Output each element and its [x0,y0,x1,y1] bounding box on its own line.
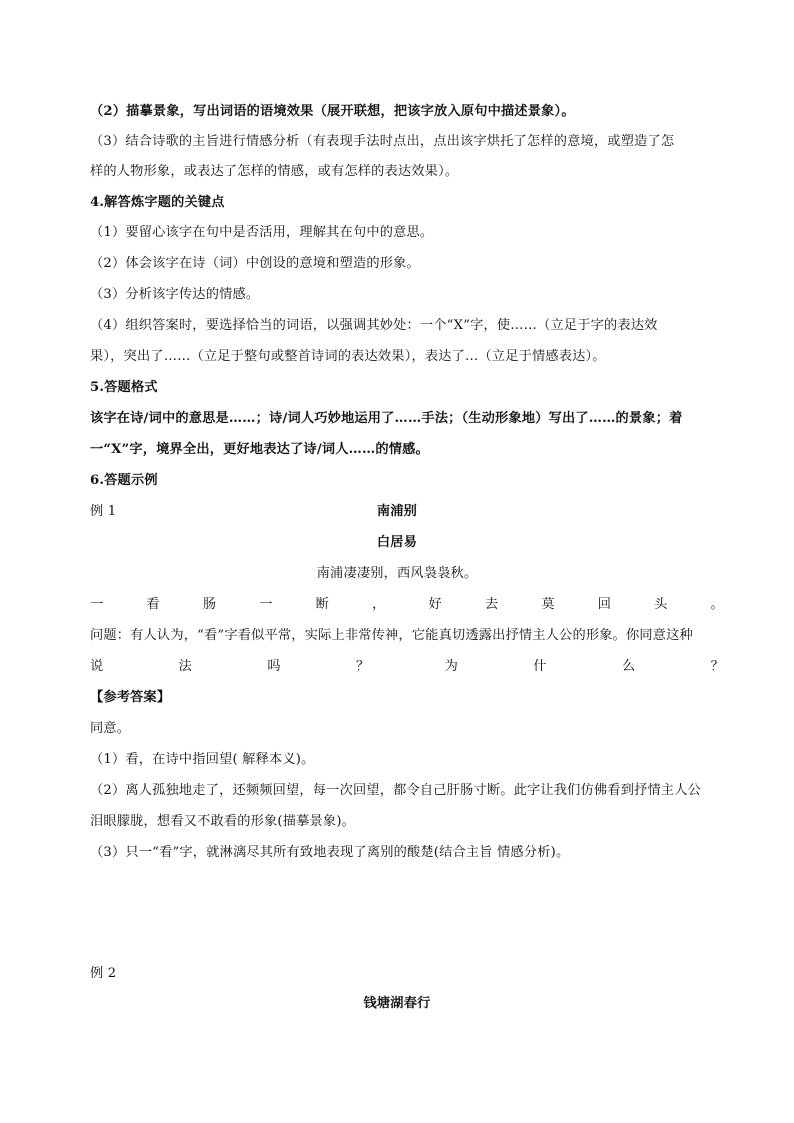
method-step-2 [90,103,724,121]
section-heading-text: 5.答题格式 [90,380,158,395]
example-1-title [0,503,794,521]
answer-format-line1 [90,410,724,428]
method-step-3-line1 [90,133,724,151]
answer-heading [90,689,724,707]
section-6-heading [90,472,724,490]
answer-format-continuation: 一“X”字，境界全出，更好地表达了诗/词人……的情感。 [90,442,429,457]
method-step-2-text: （2）描摹景象，写出词语的语境效果（展开联想，把该字放入原句中描述景象）。 [90,104,575,119]
answer-text: （2）离人孤独地走了，还频频回望，每一次回望，都令自己肝肠寸断。此字让我们仿佛看到抒情主人公 [90,783,702,798]
example-label-text: 例 1 [90,504,117,519]
section-heading-text: 4.解答炼字题的关键点 [90,195,225,210]
key-point-3 [90,286,724,304]
answer-line-5 [90,844,724,862]
answer-line-1 [90,720,724,738]
method-step-3-line2 [90,163,724,181]
example-2-title [0,995,794,1013]
example-label-text: 例 2 [90,966,117,981]
answer-heading-text: 【参考答案】 [90,690,171,705]
key-point-text: （4）组织答案时，要选择恰当的词语，以强调其妙处：一个“X”字，使……（立足于字的表达效 [90,318,658,333]
section-heading-text: 6.答题示例 [90,473,158,488]
answer-text: （1）看，在诗中指回望( 解释本义)。 [90,752,315,767]
method-step-3-continuation: 样的人物形象，或表达了怎样的情感，或有怎样的表达效果）。 [90,164,459,179]
question-text: 问题：有人认为，“看”字看似平常，实际上非常传神，它能真切透露出抒情主人公的形象。你同意这种 [90,628,693,643]
key-point-text: （2）体会该字在诗（词）中创设的意境和塑造的形象。 [90,256,420,271]
method-step-3-text: （3）结合诗歌的主旨进行情感分析（有表现手法时点出，点出该字烘托了怎样的意境，或塑造了怎 [90,134,675,149]
answer-text: 同意。 [90,721,131,736]
example-1-question-line2: 说法吗？为什么？ [90,659,724,674]
key-point-1 [90,224,724,242]
example-1-question-line1 [90,627,724,645]
answer-line-3 [90,782,724,800]
poem-title: 南浦别 [376,504,418,519]
example-2-label [90,965,724,983]
key-point-continuation: 果），突出了……（立足于整句或整首诗词的表达效果），表达了…（立足于情感表达）。 [90,349,606,364]
example-1-poem-line1 [0,565,794,583]
answer-format-line2 [90,441,724,459]
poem-title: 钱塘湖春行 [363,996,431,1011]
answer-text: （3）只一“看”字，就淋漓尽其所有致地表现了离别的酸楚(结合主旨 情感分析)。 [90,845,570,860]
poem-line: 南浦凄凄别，西风袅袅秋。 [316,566,478,581]
key-point-text: （3）分析该字传达的情感。 [90,287,260,302]
answer-line-2 [90,751,724,769]
poem-author: 白居易 [376,535,418,550]
answer-line-4 [90,813,724,831]
key-point-text: （1）要留心该字在句中是否活用，理解其在句中的意思。 [90,225,434,240]
section-4-heading [90,194,724,212]
key-point-2 [90,255,724,273]
answer-text: 泪眼朦胧，想看又不敢看的形象(描摹景象)。 [90,814,356,829]
key-point-4-line2 [90,348,724,366]
example-1-author [0,534,794,552]
key-point-4-line1 [90,317,724,335]
answer-format-text: 该字在诗/词中的意思是……；诗/词人巧妙地运用了……手法；（生动形象地）写出了……的景象；着 [90,411,683,426]
section-5-heading [90,379,724,397]
example-1-poem-line2: 一看肠一断，好去莫回头。 [90,597,724,612]
